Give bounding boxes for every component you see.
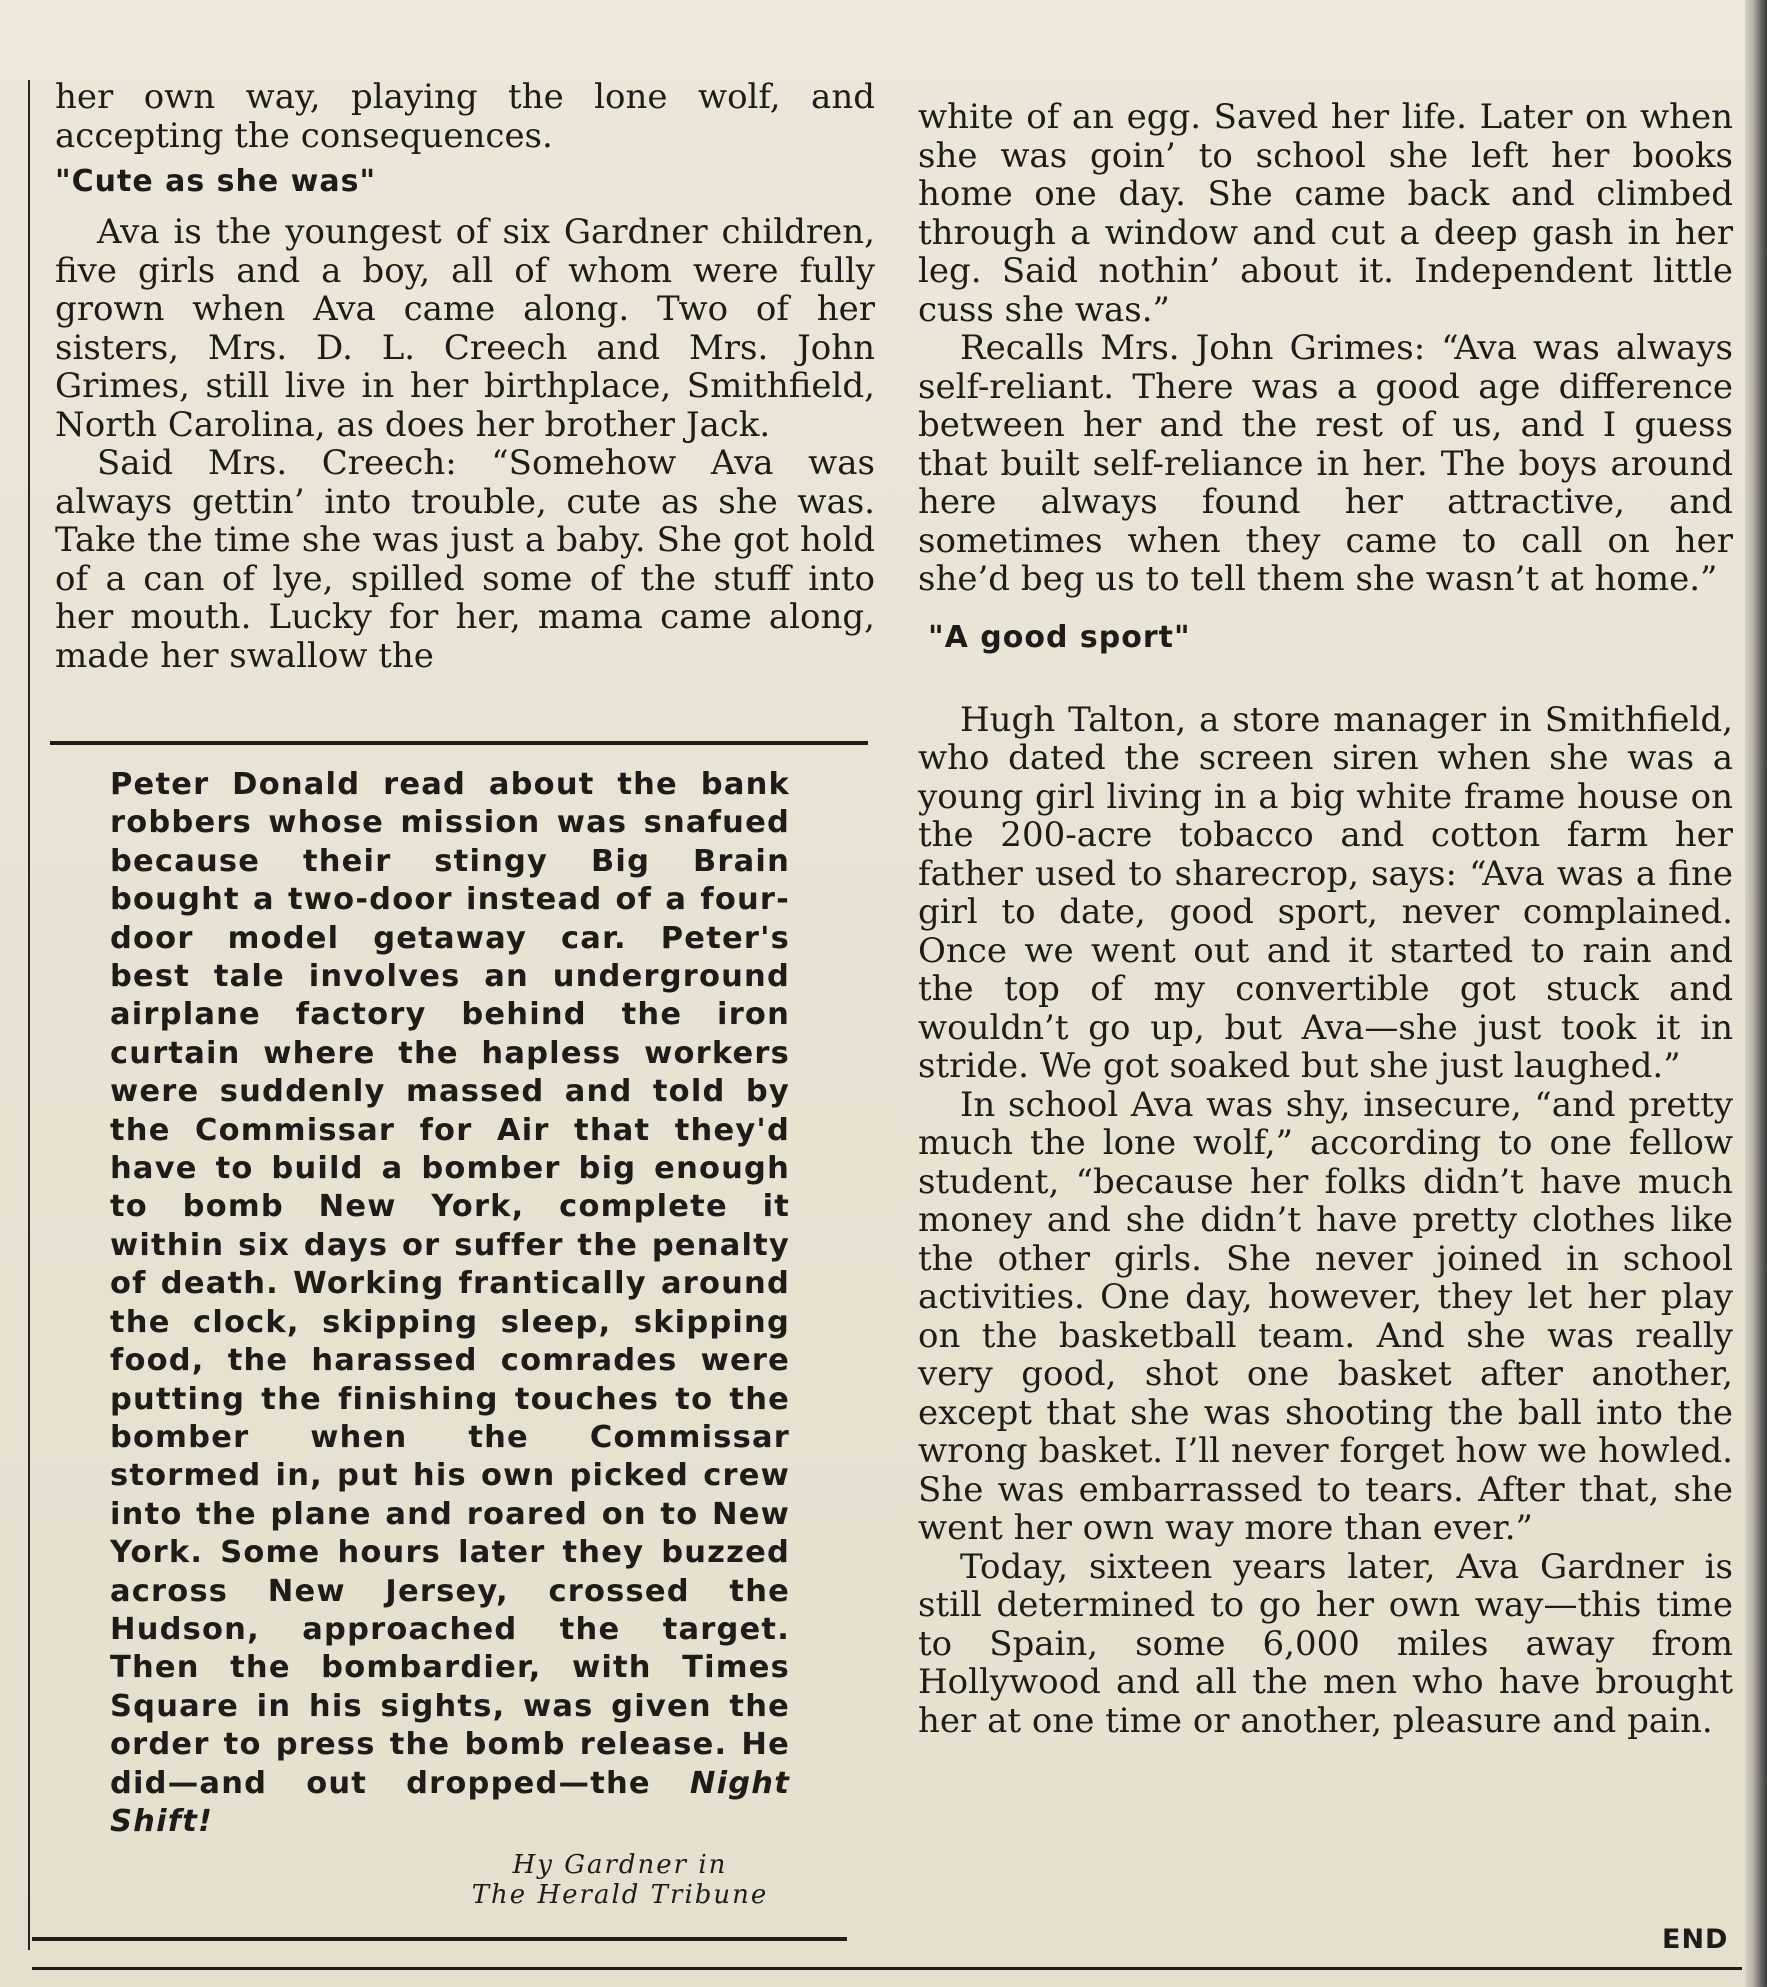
paragraph-gardner-children: Ava is the youngest of six Gardner children, five girls and a boy, all of whom were fully grown when Ava came along. Two of her sisters, Mrs. D. L. Creech and Mrs. John Grimes, still live in her birthplace, Smithfield, North Carolina, as does her brother Jack. [55,212,875,445]
boxed-anecdote-credit [455,1850,785,1910]
boxed-anecdote-text [110,766,790,1841]
page-bottom-rule [32,1967,1742,1970]
box-top-rule [50,741,868,745]
paragraph-white-of-egg: white of an egg. Saved her life. Later on when she was goin’ to school she left her books home one day. She came back and climbed through a window and cut a deep gash in her leg. Said nothin’ about it. Independent little cuss she was.” [918,97,1733,330]
boxed-anecdote-body: Peter Donald read about the bank robbers whose mission was snafued because their stingy Big Brain bought a two-door instead of a four-door model getaway car. Peter's best tale involves an underground airplane factory behind the iron curtain where the hapless workers were suddenly massed and told by the Commissar for Air that they'd have to build a bomber big enough to bomb New York, complete it within six days or suffer the penalty of death. Working frantically around the clock, skipping sleep, skipping food, the harassed comrades were putting the finishing touches to the bomber when the Commissar stormed in, put his own picked crew into the plane and roared on to New York. Some hours later they buzzed across New Jersey, crossed the Hudson, approached the target. Then the bombardier, with Times Square in his sights, was given the order to press the bomb release. He did—and out dropped—the [110,767,790,1801]
lead-paragraph: her own way, playing the lone wolf, and accepting the consequences. [55,77,875,156]
paragraph-hugh-talton: Hugh Talton, a store manager in Smithfield, who dated the screen siren when she was a young girl living in a big white frame house on the 200-acre tobacco and cotton farm her father used to sharecrop, says: “Ava was a fine girl to date, good sport, never complained. Once we went out and it started to rain and the top of my convertible got stuck and wouldn’t go up, but Ava—she just took it in stride. We got soaked but she just laughed.” [918,699,1733,1086]
paragraph-in-school: In school Ava was shy, insecure, “and pretty much the lone wolf,” according to one fellow student, “because her folks didn’t have much money and she didn’t have pretty clothes like the other girls. She never joined in school activities. One day, however, they let her play on the basketball team. And she was really very good, shot one basket after another, except that she was shooting the ball into the wrong basket. I’ll never forget how we howled. She was embarrassed to tears. After that, she went her own way more than ever.” [918,1084,1733,1548]
left-text-column [55,78,875,675]
left-margin-rule [28,80,30,1950]
page-binding-edge [1745,0,1767,1987]
credit-author: Hy Gardner in [512,1850,728,1880]
credit-publication: The Herald Tribune [471,1880,769,1910]
end-mark: END [1662,1924,1729,1955]
box-bottom-rule [32,1937,847,1941]
boxed-anecdote-punchline: Night Shift! [110,1765,790,1839]
paragraph-mrs-creech: Said Mrs. Creech: “Somehow Ava was always gettin’ into trouble, cute as she was. Take the time she was just a baby. She got hold of a can of lye, spilled some of the stuff into her mouth. Lucky for her, mama came along, made her swallow the [55,443,875,676]
paragraph-mrs-grimes: Recalls Mrs. John Grimes: “Ava was always self-reliant. There was a good age difference between her and the rest of us, and I guess that built self-reliance in her. The boys around here always found her attractive, and sometimes when they came to call on her she’d beg us to tell them she wasn’t at home.” [918,328,1733,599]
subhead-a-good-sport: "A good sport" [928,619,1191,655]
paragraph-today: Today, sixteen years later, Ava Gardner is still determined to go her own way—this time to Spain, some 6,000 miles away from Hollywood and all the men who have brought her at one time or another, pleasure and pain. [918,1546,1733,1741]
boxed-anecdote [110,766,790,1841]
subhead-cute-as-she-was: "Cute as she was" [55,164,377,199]
right-text-column [918,98,1733,1740]
